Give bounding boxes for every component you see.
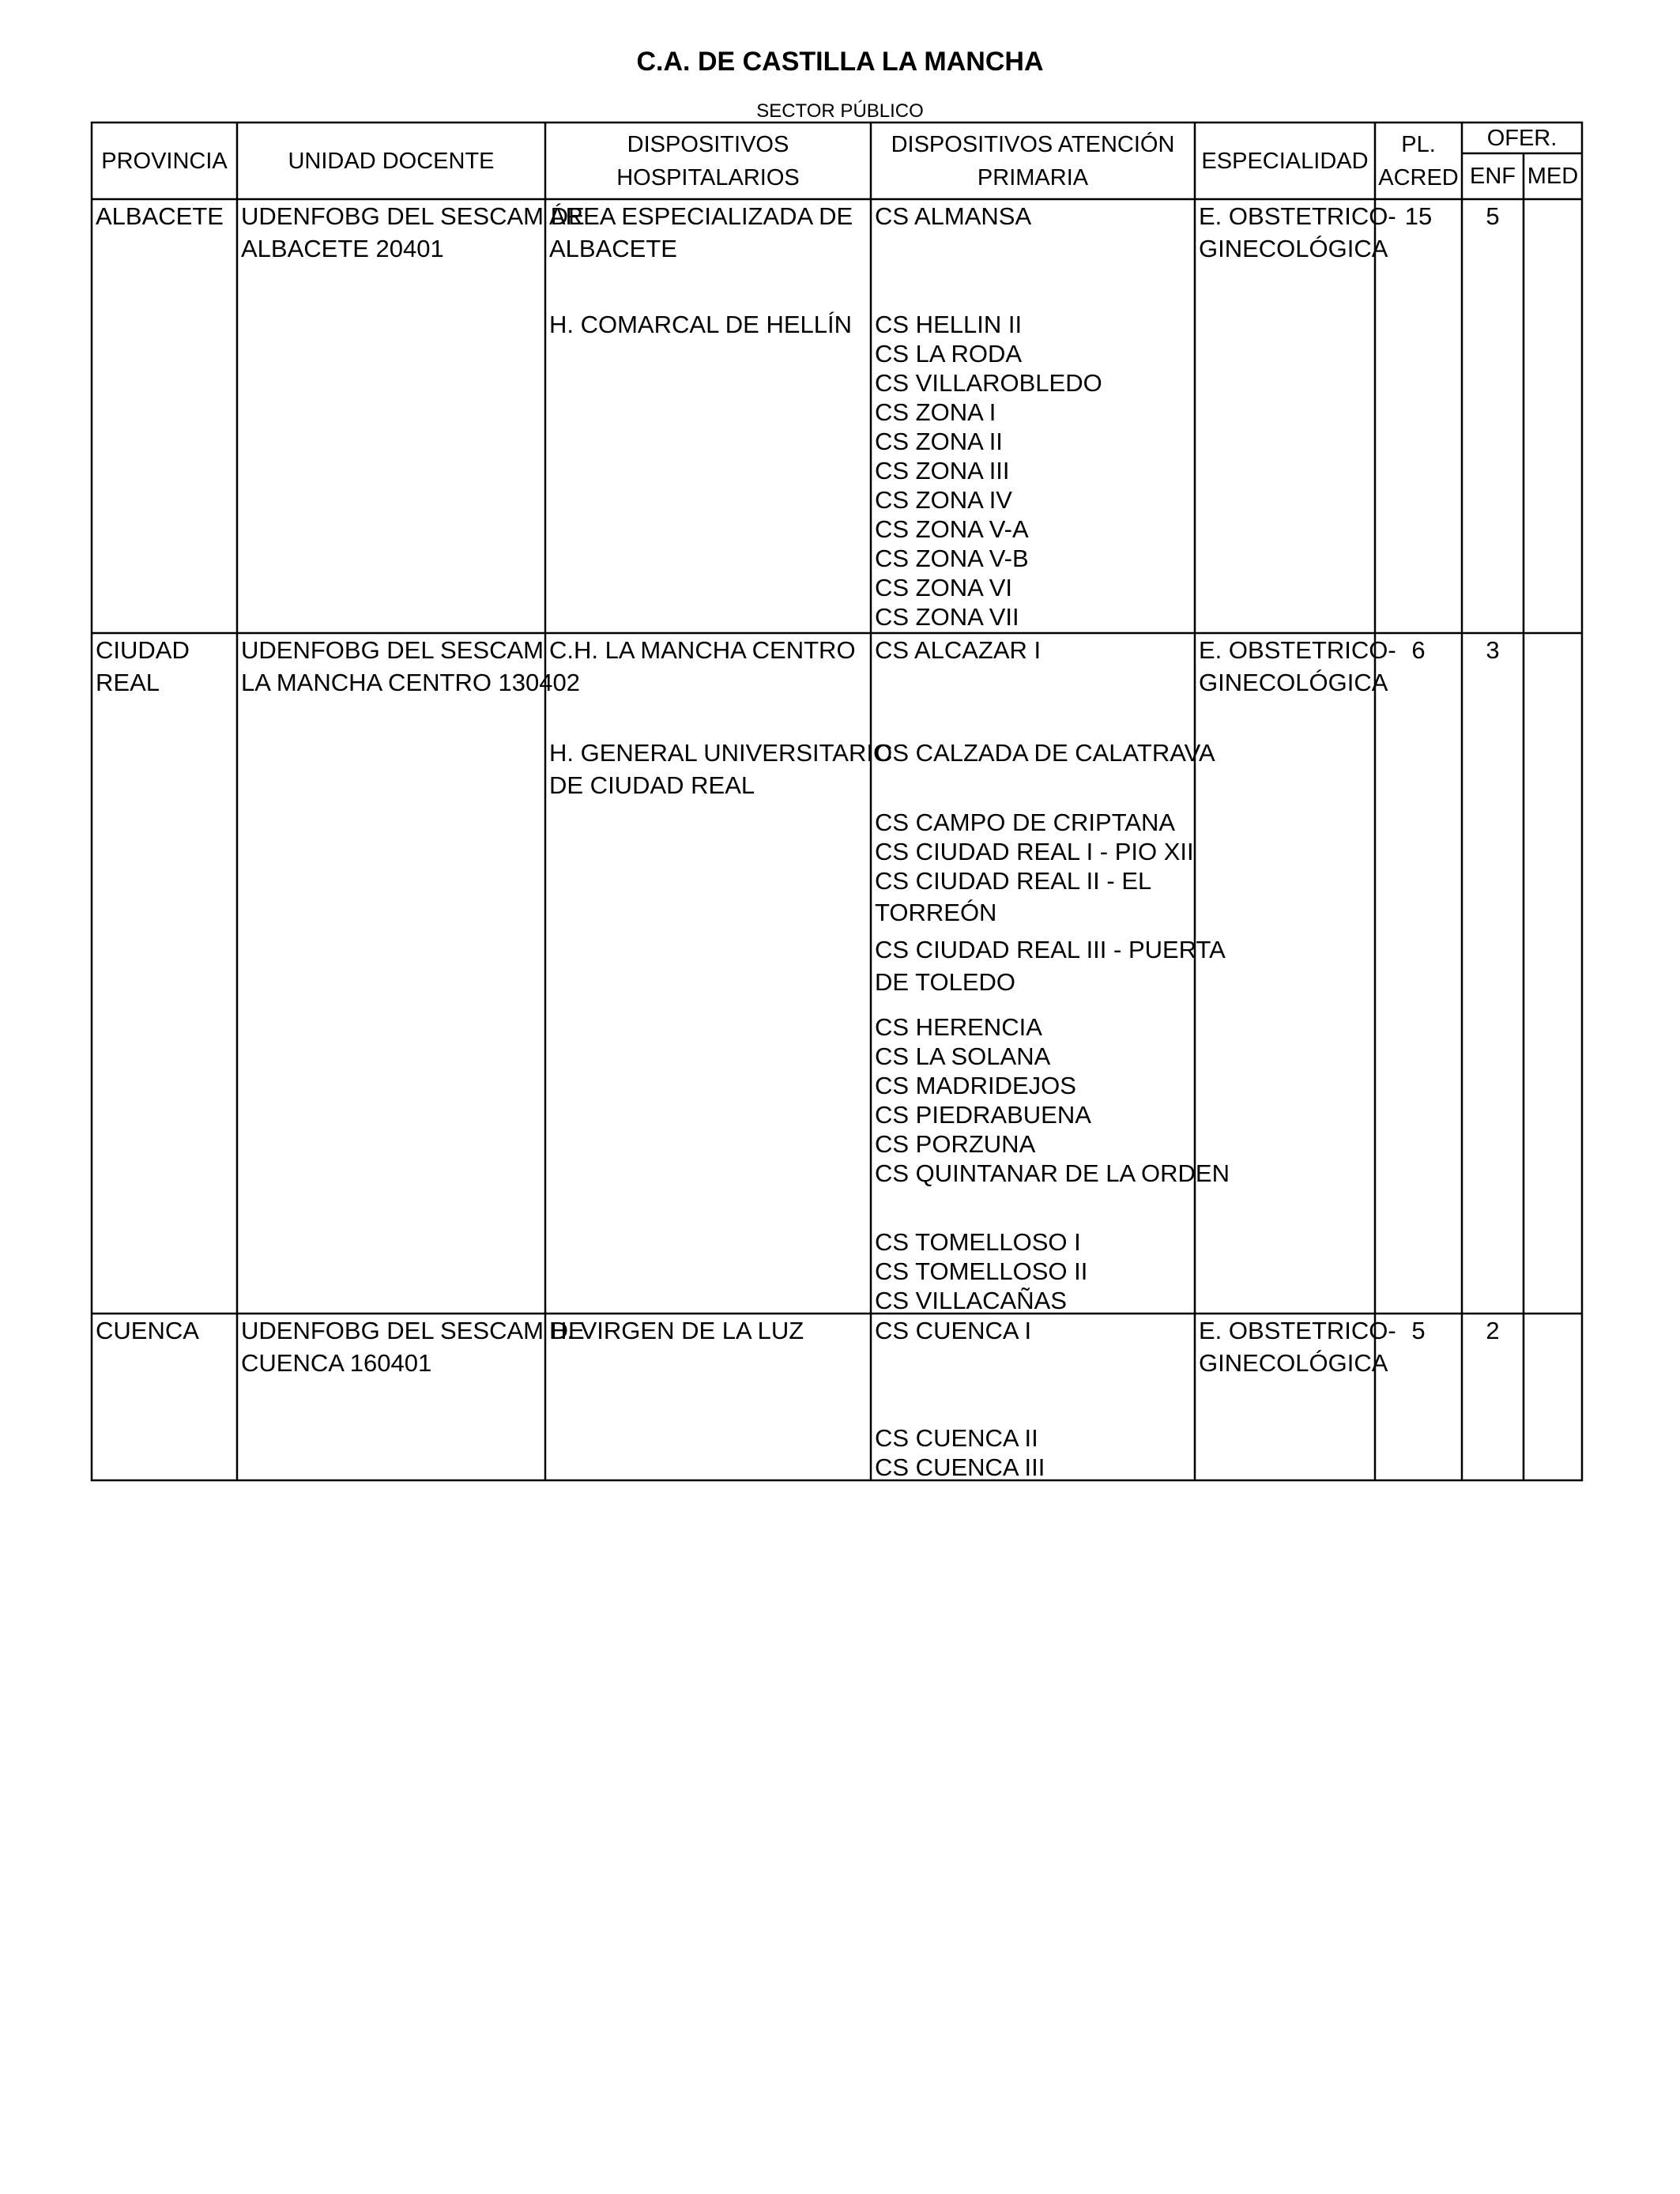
cell-ap-item: CS CAMPO DE CRIPTANA: [875, 809, 1176, 836]
cell-enf: 3: [1486, 636, 1500, 664]
cell-ap-item: CS CIUDAD REAL II - EL: [875, 867, 1152, 895]
header-med: MED: [1527, 164, 1579, 189]
header-pl-acred: PL. ACRED: [1378, 131, 1459, 190]
cell-especialidad-line: E. OBSTETRICO-: [1199, 1317, 1396, 1344]
cell-provincia: CIUDAD: [96, 636, 190, 664]
cell-ap-item: CS ZONA VII: [875, 603, 1019, 631]
cell-hospital-line: H. COMARCAL DE HELLÍN: [549, 311, 852, 338]
header-unidad-docente: UNIDAD DOCENTE: [288, 148, 495, 174]
cell-pl-acred: 15: [1404, 202, 1433, 230]
header-ofer: OFER.: [1486, 125, 1558, 151]
cell-ap-item: DE TOLEDO: [875, 968, 1016, 996]
cell-ap-item: CS ZONA IV: [875, 486, 1012, 514]
cell-unidad-line: ALBACETE 20401: [241, 235, 444, 262]
cell-ap-item: CS TOMELLOSO I: [875, 1228, 1081, 1256]
cell-ap-item: CS QUINTANAR DE LA ORDEN: [875, 1159, 1230, 1187]
cell-ap-item: CS LA SOLANA: [875, 1042, 1051, 1070]
cell-unidad-line: CUENCA 160401: [241, 1349, 432, 1377]
cell-ap-item: CS ZONA II: [875, 428, 1003, 455]
cell-ap-item: CS MADRIDEJOS: [875, 1072, 1076, 1099]
cell-ap-item: CS CUENCA III: [875, 1453, 1045, 1481]
cell-especialidad-line: E. OBSTETRICO-: [1199, 202, 1396, 230]
cell-ap-item: CS CUENCA I: [875, 1317, 1032, 1344]
cell-hospital-line: DE CIUDAD REAL: [549, 771, 755, 799]
cell-ap-item: CS PIEDRABUENA: [875, 1101, 1091, 1129]
page-subtitle: SECTOR PÚBLICO: [756, 100, 924, 122]
cell-especialidad-line: GINECOLÓGICA: [1199, 1349, 1388, 1377]
cell-enf: 5: [1486, 202, 1500, 230]
cell-ap-item: CS HELLIN II: [875, 311, 1023, 338]
page-title: C.A. DE CASTILLA LA MANCHA: [636, 47, 1044, 77]
cell-enf: 2: [1486, 1317, 1500, 1344]
cell-unidad-line: UDENFOBG DEL SESCAM DE: [241, 202, 585, 230]
cell-ap-item: CS ALMANSA: [875, 202, 1032, 230]
cell-ap-item: CS ZONA I: [875, 398, 996, 426]
cell-ap-item: CS LA RODA: [875, 340, 1023, 368]
cell-ap-item: CS CUENCA II: [875, 1424, 1038, 1452]
header-provincia: PROVINCIA: [101, 148, 228, 174]
cell-provincia: REAL: [96, 669, 160, 696]
cell-unidad-line: LA MANCHA CENTRO 130402: [241, 669, 581, 696]
cell-ap-item: CS PORZUNA: [875, 1130, 1036, 1158]
cell-ap-item: CS TOMELLOSO II: [875, 1257, 1088, 1285]
cell-ap-item: CS CIUDAD REAL I - PIO XII: [875, 838, 1194, 865]
cell-ap-item: CS VILLAROBLEDO: [875, 369, 1102, 397]
cell-ap-item: CS CALZADA DE CALATRAVA: [875, 739, 1215, 767]
cell-pl-acred: 5: [1411, 1317, 1426, 1344]
cell-hospital-line: ALBACETE: [549, 235, 677, 262]
cell-ap-item: CS ALCAZAR I: [875, 636, 1042, 664]
cell-provincia: ALBACETE: [96, 202, 224, 230]
header-especialidad: ESPECIALIDAD: [1201, 148, 1369, 174]
cell-pl-acred: 6: [1411, 636, 1426, 664]
cell-ap-item: TORREÓN: [875, 899, 997, 926]
cell-especialidad-line: GINECOLÓGICA: [1199, 235, 1388, 262]
header-dispositivos-hospitalarios: DISPOSITIVOS HOSPITALARIOS: [616, 131, 800, 190]
cell-hospital-line: H. GENERAL UNIVERSITARIO: [549, 739, 893, 767]
cell-ap-item: CS ZONA III: [875, 457, 1010, 484]
cell-hospital-line: C.H. LA MANCHA CENTRO: [549, 636, 856, 664]
cell-ap-item: CS CIUDAD REAL III - PUERTA: [875, 936, 1226, 963]
cell-unidad-line: UDENFOBG DEL SESCAM DE: [241, 1317, 585, 1344]
cell-hospital-line: H. VIRGEN DE LA LUZ: [549, 1317, 804, 1344]
cell-ap-item: CS ZONA V-B: [875, 545, 1029, 572]
cell-provincia: CUENCA: [96, 1317, 199, 1344]
cell-ap-item: CS HERENCIA: [875, 1013, 1042, 1041]
cell-ap-item: CS VILLACAÑAS: [875, 1287, 1067, 1314]
header-enf: ENF: [1470, 164, 1516, 189]
cell-especialidad-line: GINECOLÓGICA: [1199, 669, 1388, 696]
cell-especialidad-line: E. OBSTETRICO-: [1199, 636, 1396, 664]
cell-ap-item: CS ZONA V-A: [875, 515, 1029, 543]
cell-ap-item: CS ZONA VI: [875, 574, 1012, 601]
cell-hospital-line: ÁREA ESPECIALIZADA DE: [549, 202, 853, 230]
cell-unidad-line: UDENFOBG DEL SESCAM: [241, 636, 544, 664]
header-dispositivos-atencion-primaria: DISPOSITIVOS ATENCIÓN PRIMARIA: [891, 131, 1175, 190]
